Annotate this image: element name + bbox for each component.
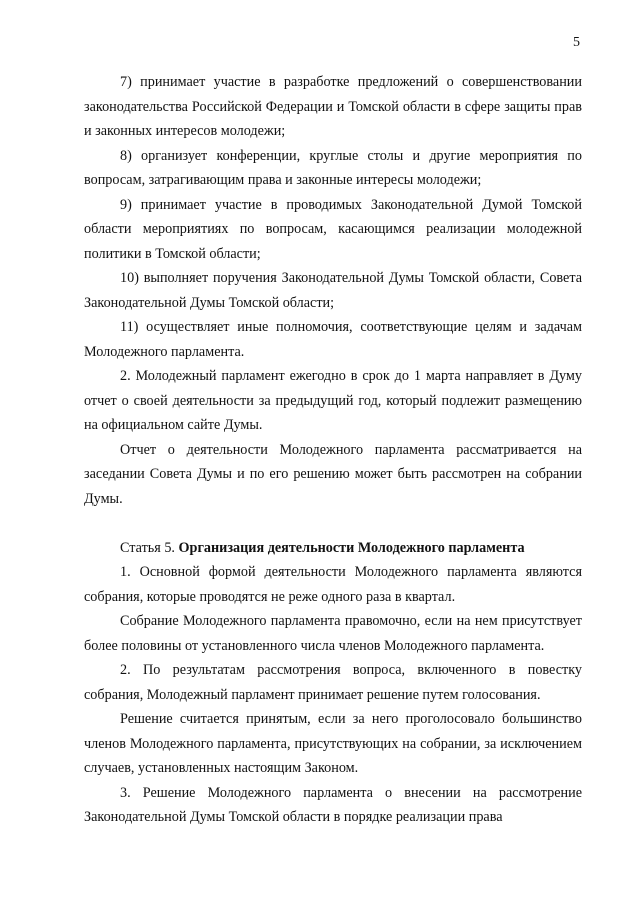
- spacer: [84, 511, 582, 536]
- page-number: 5: [573, 35, 580, 50]
- paragraph: 10) выполняет поручения Законодательной Думы Томской области, Совета Законодательной Думы Томской области;: [84, 270, 582, 311]
- paragraph: 7) принимает участие в разработке предложений о совершенствовании законодательства Российской Федерации и Томской области в сфере защиты прав и законных интересов молодежи;: [84, 74, 582, 139]
- paragraph: 8) организует конференции, круглые столы и другие мероприятия по вопросам, затрагивающим права и законные интересы молодежи;: [84, 147, 582, 188]
- paragraph: Отчет о деятельности Молодежного парламента рассматривается на заседании Совета Думы и по его решению может быть рассмотрен на собрании Думы.: [84, 441, 582, 507]
- paragraph: 3. Решение Молодежного парламента о внесении на рассмотрение Законодательной Думы Томской области в порядке реализации права: [84, 784, 582, 825]
- paragraph: 9) принимает участие в проводимых Законодательной Думой Томской области мероприятиях по вопросам, касающимся реализации молодежной политики в Томской области;: [84, 196, 582, 262]
- paragraph: 1. Основной формой деятельности Молодежного парламента являются собрания, которые проводятся не реже одного раза в квартал.: [84, 564, 582, 605]
- paragraph: 2. Молодежный парламент ежегодно в срок до 1 марта направляет в Думу отчет о своей деятельности за предыдущий год, который подлежит размещению на официальном сайте Думы.: [84, 368, 582, 433]
- paragraph: Решение считается принятым, если за него проголосовало большинство членов Молодежного парламента, присутствующих на собрании, за исключением случаев, установленных настоящим Законом.: [84, 711, 582, 776]
- paragraph: Собрание Молодежного парламента правомочно, если на нем присутствует более половины от установленного числа членов Молодежного парламента.: [84, 613, 582, 654]
- article-label: Статья 5.: [120, 539, 175, 556]
- paragraph: 2. По результатам рассмотрения вопроса, включенного в повестку собрания, Молодежный парламент принимает решение путем голосования.: [84, 662, 582, 703]
- paragraph: 11) осуществляет иные полномочия, соответствующие целям и задачам Молодежного парламента.: [84, 319, 582, 360]
- article-title: Организация деятельности Молодежного парламента: [178, 539, 525, 556]
- article-heading: [84, 536, 582, 561]
